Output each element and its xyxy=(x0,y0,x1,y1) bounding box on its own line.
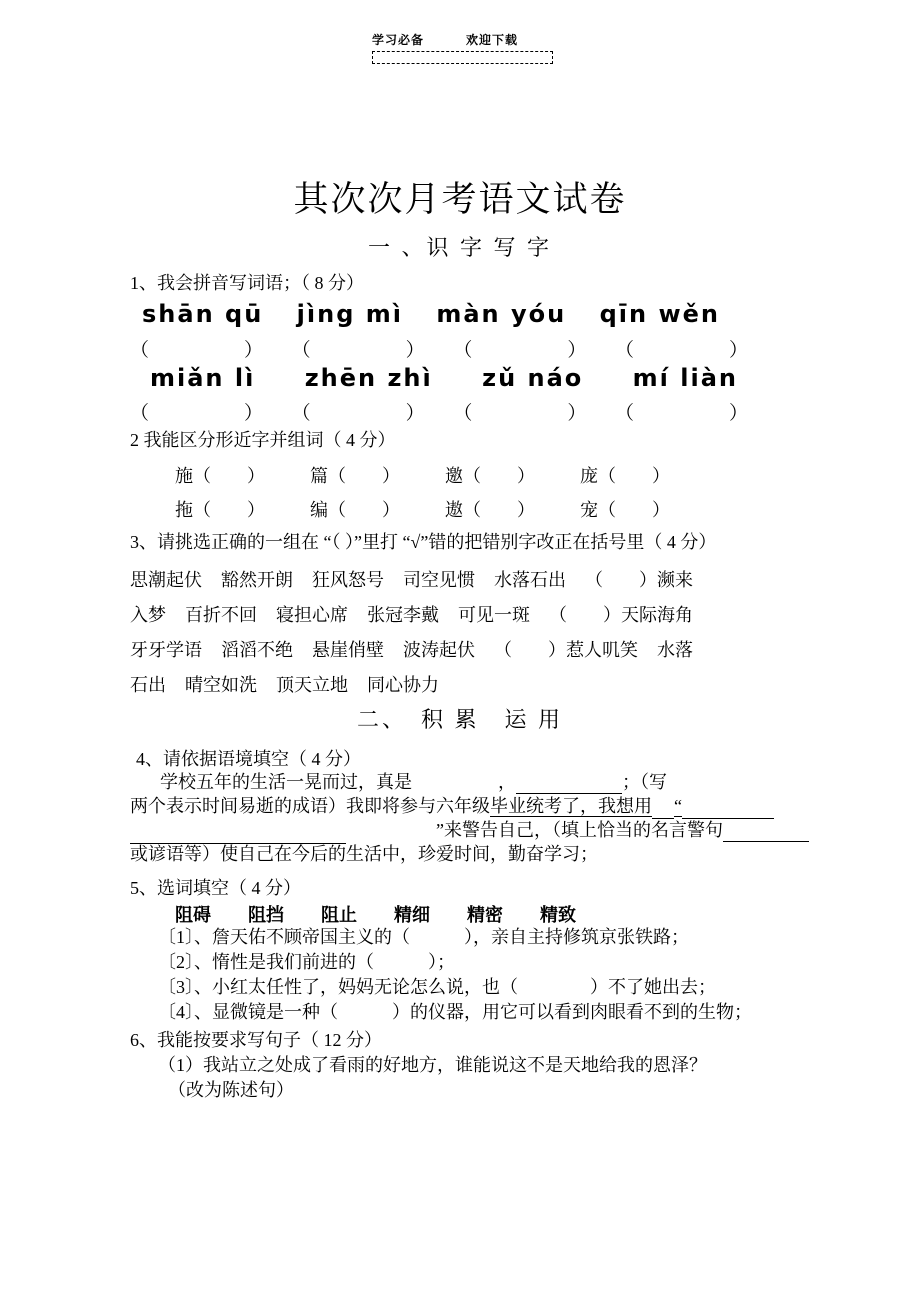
q5-label: 5、选词填空（ 4 分） xyxy=(130,878,301,898)
pinyin-word: zǔ náo xyxy=(482,364,584,392)
answer-brackets: （ ） xyxy=(598,466,670,486)
open-quote: “ xyxy=(674,796,682,816)
q4-text: 生活中，珍爱时间，勤奋学习； xyxy=(346,844,598,864)
idiom: 水落石出 xyxy=(494,570,566,590)
q6-item: （1）我站立之处成了看雨的好地方，谁能说这不是天地给我的恩泽？ xyxy=(158,1055,707,1075)
q5-item: 〔3〕、小红太任性了，妈妈无论怎么说，也（ ）不了她出去； xyxy=(158,977,716,997)
q4-paragraph-line4 xyxy=(130,842,598,866)
q4-text: ”来警告自己，（填上恰当的名言警句 xyxy=(436,820,723,840)
header-dashed-box xyxy=(372,51,553,64)
answer-brackets: （ ） xyxy=(614,340,748,361)
answer-brackets: （ ） xyxy=(193,466,265,486)
q4-text: 两个表示时间易逝的成语）我即将参与六年级 xyxy=(130,796,490,816)
q1-pinyin-row2 xyxy=(150,364,738,392)
answer-brackets: （ ） xyxy=(328,500,400,520)
blank-underline xyxy=(682,801,774,819)
character: 编 xyxy=(310,500,328,520)
q4-text: ；（写 xyxy=(622,772,667,792)
idiom: 石出 xyxy=(130,675,166,695)
section1-heading: 一 、识 字 写 字 xyxy=(367,235,552,260)
header-label-right: 欢迎下载 xyxy=(466,33,519,47)
idiom: 豁然开朗 xyxy=(221,570,293,590)
idiom: 晴空如洗 xyxy=(185,675,257,695)
character: 宠 xyxy=(580,500,598,520)
character: 拖 xyxy=(175,500,193,520)
idiom: 思潮起伏 xyxy=(130,570,202,590)
answer-brackets: （ ） xyxy=(130,340,264,361)
blank-underline xyxy=(723,824,809,842)
q1-label: 1、我会拼音写词语；（ 8 分） xyxy=(130,273,364,293)
blank-space xyxy=(130,824,436,842)
idiom: 寝担心席 xyxy=(276,605,348,625)
blank-space xyxy=(412,776,498,794)
option-word: 阻止 xyxy=(321,905,357,925)
character-with-brackets xyxy=(580,496,670,522)
q4-text-underlined: 毕业统考了，我想用 xyxy=(490,796,652,816)
option-word: 精密 xyxy=(467,905,503,925)
character: 遨 xyxy=(445,500,463,520)
answer-brackets: （ ） xyxy=(453,403,587,424)
answer-brackets: （ ） xyxy=(453,340,587,361)
character: 篇 xyxy=(310,466,328,486)
idiom: 司空见惯 xyxy=(403,570,475,590)
character-with-brackets xyxy=(175,496,265,522)
page-header xyxy=(372,31,556,64)
option-word: 阻碍 xyxy=(175,905,211,925)
idiom: 可见一斑 xyxy=(458,605,530,625)
q2-row2 xyxy=(175,496,670,522)
q3-label: 3、请挑选正确的一组在 “（ ）”里打 “√”错的把错别字改正在括号里（ 4 分） xyxy=(130,532,717,552)
idiom: 入梦 xyxy=(130,605,166,625)
q3-idiom-line xyxy=(130,566,693,592)
idiom: 悬崖俏壁 xyxy=(312,640,384,660)
answer-brackets: （ ） xyxy=(328,466,400,486)
idiom: 水落 xyxy=(657,640,693,660)
answer-brackets: （ ） xyxy=(614,403,748,424)
character-with-brackets xyxy=(445,462,535,488)
character-with-brackets xyxy=(310,462,400,488)
idiom: 滔滔不绝 xyxy=(221,640,293,660)
q6-note: （改为陈述句） xyxy=(168,1080,294,1100)
q4-paragraph-line3 xyxy=(130,818,809,842)
idiom: （ ）惹人叽笑 xyxy=(494,640,638,660)
option-word: 精细 xyxy=(394,905,430,925)
idiom: 狂风怒号 xyxy=(312,570,384,590)
q4-text: ， xyxy=(498,772,516,792)
q2-row1 xyxy=(175,462,670,488)
idiom: 顶天立地 xyxy=(276,675,348,695)
q3-idiom-line xyxy=(130,601,693,627)
q4-paragraph-line2 xyxy=(130,794,774,819)
header-labels xyxy=(372,31,556,48)
q1-answer-brackets-row2 xyxy=(130,398,748,425)
answer-brackets: （ ） xyxy=(463,500,535,520)
q2-label: 2 我能区分形近字并组词（ 4 分） xyxy=(130,430,396,450)
character: 邀 xyxy=(445,466,463,486)
section2-heading: 二、 积 累 运 用 xyxy=(356,707,563,732)
q6-label: 6、我能按要求写句子（ 12 分） xyxy=(130,1030,382,1050)
blank-underline xyxy=(652,801,674,819)
answer-brackets: （ ） xyxy=(291,403,425,424)
idiom: 牙牙学语 xyxy=(130,640,202,660)
q5-item: 〔4〕、显微镜是一种（ ）的仪器，用它可以看到肉眼看不到的生物； xyxy=(158,1002,752,1022)
pinyin-word: qīn wěn xyxy=(599,300,720,328)
character-with-brackets xyxy=(580,462,670,488)
answer-brackets: （ ） xyxy=(130,403,264,424)
q4-label: 4、请依据语境填空（ 4 分） xyxy=(136,749,361,769)
q5-word-options xyxy=(175,901,576,927)
document-title: 其次次月考语文试卷 xyxy=(293,180,627,219)
q4-text-overlined: 或谚语等）使自己在今后的 xyxy=(130,844,346,864)
character: 施 xyxy=(175,466,193,486)
answer-brackets: （ ） xyxy=(291,340,425,361)
idiom: 张冠李戴 xyxy=(367,605,439,625)
q1-pinyin-row1 xyxy=(142,300,720,328)
character-with-brackets xyxy=(310,496,400,522)
idiom: 同心协力 xyxy=(367,675,439,695)
character-with-brackets xyxy=(175,462,265,488)
q4-paragraph-line1 xyxy=(160,770,667,794)
q5-item: 〔1〕、詹天佑不顾帝国主义的（ ），亲自主持修筑京张铁路； xyxy=(158,927,689,947)
option-word: 阻挡 xyxy=(248,905,284,925)
pinyin-word: shān qū xyxy=(142,300,264,328)
q3-idiom-line xyxy=(130,636,693,662)
answer-brackets: （ ） xyxy=(463,466,535,486)
pinyin-word: màn yóu xyxy=(436,300,567,328)
character-with-brackets xyxy=(445,496,535,522)
pinyin-word: jìng mì xyxy=(296,300,403,328)
answer-brackets: （ ） xyxy=(598,500,670,520)
idiom: （ ）濒来 xyxy=(585,570,693,590)
character: 庞 xyxy=(580,466,598,486)
pinyin-word: miǎn lì xyxy=(150,364,256,392)
q5-item: 〔2〕、惰性是我们前进的（ ）； xyxy=(158,952,455,972)
header-label-left: 学习必备 xyxy=(372,33,425,47)
option-word: 精致 xyxy=(540,905,576,925)
pinyin-word: mí liàn xyxy=(632,364,738,392)
idiom: （ ）天际海角 xyxy=(549,605,693,625)
q1-answer-brackets-row1 xyxy=(130,335,748,362)
pinyin-word: zhēn zhì xyxy=(304,364,433,392)
q3-idiom-line xyxy=(130,671,439,697)
idiom: 波涛起伏 xyxy=(403,640,475,660)
blank-underline xyxy=(516,776,622,794)
answer-brackets: （ ） xyxy=(193,500,265,520)
q4-text: 学校五年的生活一晃而过，真是 xyxy=(160,772,412,792)
idiom: 百折不回 xyxy=(185,605,257,625)
